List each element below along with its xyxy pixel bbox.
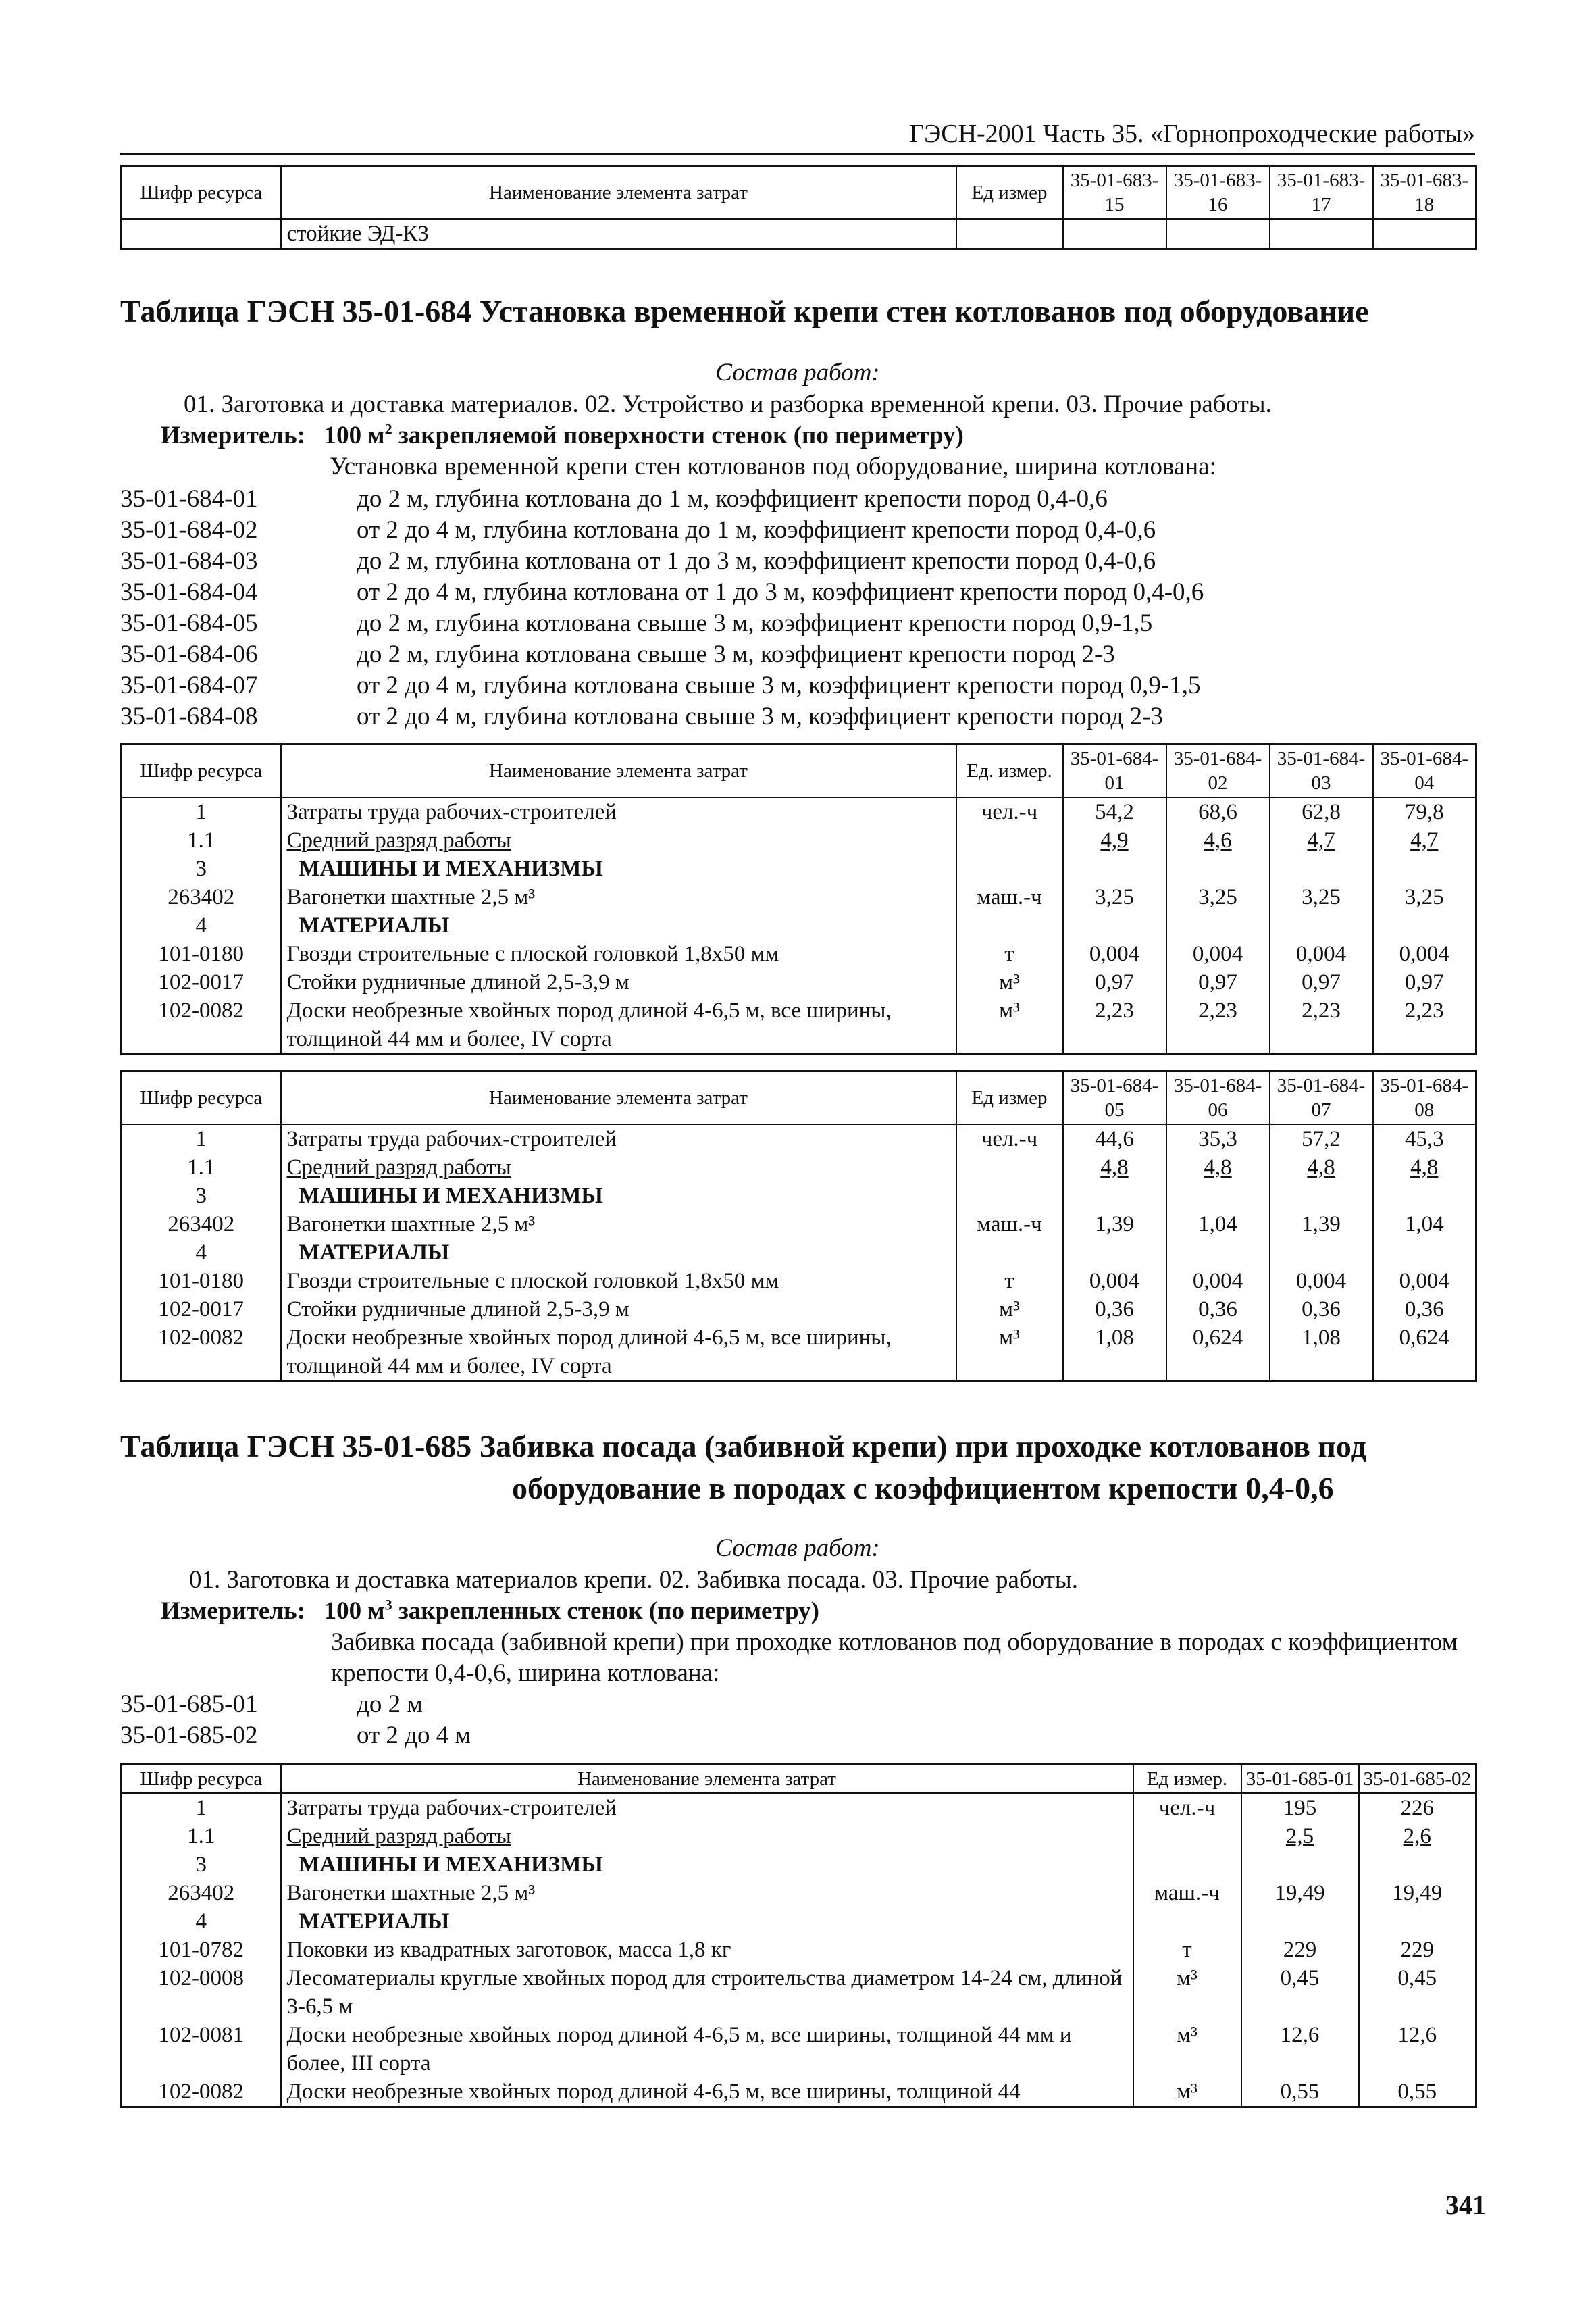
resource-unit: м³: [1133, 2078, 1241, 2107]
col-header: Наименование элемента затрат: [281, 745, 956, 798]
meter-label: Измеритель:: [161, 422, 305, 449]
resource-value: [1359, 1851, 1476, 1879]
table-row: [122, 1153, 1476, 1182]
col-header: Наименование элемента затрат: [281, 166, 956, 220]
resource-value: 0,97: [1166, 968, 1270, 997]
resource-value: 226: [1359, 1793, 1476, 1822]
resource-code: 102-0081: [122, 2021, 281, 2078]
resource-value: 12,6: [1241, 2021, 1359, 2078]
resource-value: [1241, 1907, 1359, 1936]
resource-unit: [1133, 1851, 1241, 1879]
resource-value: [1166, 911, 1270, 940]
resource-name: Затраты труда рабочих-строителей: [281, 1793, 1133, 1822]
resource-value: 3,25: [1373, 883, 1476, 911]
resource-unit: [956, 855, 1063, 883]
item-text: от 2 до 4 м: [357, 1721, 471, 1749]
col-header: 35-01-683-17: [1270, 166, 1373, 220]
resource-name: Доски необрезные хвойных пород длиной 4-6,5 м, все ширины, толщиной 44 мм и более, IV сорта: [281, 1324, 956, 1382]
resource-value: 44,6: [1063, 1124, 1166, 1153]
resource-value: 0,36: [1270, 1295, 1373, 1324]
resource-value: 35,3: [1166, 1124, 1270, 1153]
resource-value: 0,004: [1270, 1267, 1373, 1295]
composition-label: Состав работ:: [715, 1534, 880, 1562]
item-code: 35-01-685-01: [120, 1690, 258, 1718]
resource-code: 1.1: [122, 1822, 281, 1851]
table-row: [122, 1793, 1476, 1822]
intro-text: Установка временной крепи стен котлованов под оборудование, ширина котлована:: [330, 453, 1216, 480]
resource-value: 229: [1359, 1936, 1476, 1964]
resource-value: [1270, 911, 1373, 940]
resource-unit: м³: [956, 1324, 1063, 1382]
resource-name: МАТЕРИАЛЫ: [281, 1907, 1133, 1936]
resource-unit: м³: [1133, 2021, 1241, 2078]
item-code: 35-01-684-07: [120, 672, 258, 699]
resource-name: Затраты труда рабочих-строителей: [281, 797, 956, 826]
resource-code: 1.1: [122, 1153, 281, 1182]
resource-value: 1,39: [1063, 1210, 1166, 1238]
resource-value: 2,23: [1063, 997, 1166, 1055]
resource-unit: м³: [956, 997, 1063, 1055]
resource-code: 3: [122, 1182, 281, 1210]
col-header: Ед. измер.: [956, 745, 1063, 798]
col-header: Шифр ресурса: [122, 1765, 281, 1794]
resource-value: 4,8: [1166, 1153, 1270, 1182]
resource-value: 0,97: [1063, 968, 1166, 997]
resource-value: [1166, 1238, 1270, 1267]
resource-code: 102-0017: [122, 968, 281, 997]
item-text: до 2 м, глубина котлована свыше 3 м, коэффициент крепости пород 2-3: [357, 640, 1115, 668]
resource-value: 4,9: [1063, 826, 1166, 855]
resource-value: 0,97: [1270, 968, 1373, 997]
resource-code: 101-0782: [122, 1936, 281, 1964]
resource-value: 0,004: [1270, 940, 1373, 968]
resource-value: 1,04: [1166, 1210, 1270, 1238]
resource-value: 1,08: [1270, 1324, 1373, 1382]
resource-value: 0,36: [1063, 1295, 1166, 1324]
table-row: [122, 911, 1476, 940]
resource-name: МАШИНЫ И МЕХАНИЗМЫ: [281, 1851, 1133, 1879]
resource-value: 4,7: [1373, 826, 1476, 855]
table-row: [122, 1851, 1476, 1879]
item-code: 35-01-684-04: [120, 578, 258, 606]
table-684-b: [120, 1070, 1477, 1382]
item-code: 35-01-684-03: [120, 547, 258, 575]
resource-unit: т: [1133, 1936, 1241, 1964]
resource-code: 101-0180: [122, 1267, 281, 1295]
resource-value: 4,8: [1373, 1153, 1476, 1182]
item-text: до 2 м, глубина котлована свыше 3 м, коэффициент крепости пород 0,9-1,5: [357, 609, 1153, 637]
resource-unit: маш.-ч: [956, 1210, 1063, 1238]
resource-value: 1,04: [1373, 1210, 1476, 1238]
resource-code: 4: [122, 1907, 281, 1936]
item-text: от 2 до 4 м, глубина котлована до 1 м, коэффициент крепости пород 0,4-0,6: [357, 516, 1156, 544]
item-text: от 2 до 4 м, глубина котлована свыше 3 м, коэффициент крепости пород 2-3: [357, 703, 1163, 730]
col-header: 35-01-683-15: [1063, 166, 1166, 220]
resource-value: [1373, 1182, 1476, 1210]
resource-value: 0,55: [1359, 2078, 1476, 2107]
table-row: [122, 219, 1476, 249]
col-header: Ед измер: [956, 166, 1063, 220]
resource-value: 3,25: [1166, 883, 1270, 911]
table-row: [122, 1238, 1476, 1267]
resource-code: 1.1: [122, 826, 281, 855]
resource-value: 0,004: [1063, 1267, 1166, 1295]
resource-value: 4,8: [1063, 1153, 1166, 1182]
resource-value: 12,6: [1359, 2021, 1476, 2078]
col-header: 35-01-684-04: [1373, 745, 1476, 798]
item-text: от 2 до 4 м, глубина котлована от 1 до 3 м, коэффициент крепости пород 0,4-0,6: [357, 578, 1204, 606]
resource-value: 0,004: [1166, 1267, 1270, 1295]
col-header: 35-01-684-05: [1063, 1072, 1166, 1125]
resource-unit: маш.-ч: [1133, 1879, 1241, 1907]
table-row: [122, 883, 1476, 911]
col-header: 35-01-684-03: [1270, 745, 1373, 798]
resource-code: 102-0082: [122, 997, 281, 1055]
resource-value: 4,8: [1270, 1153, 1373, 1182]
resource-name: МАТЕРИАЛЫ: [281, 911, 956, 940]
composition-label: Состав работ:: [715, 359, 880, 386]
resource-value: 0,36: [1166, 1295, 1270, 1324]
resource-value: [1359, 1907, 1476, 1936]
resource-name: Доски необрезные хвойных пород длиной 4-6,5 м, все ширины, толщиной 44 мм и более, IV сорта: [281, 997, 956, 1055]
resource-code: 102-0008: [122, 1964, 281, 2021]
resource-name: Гвозди строительные с плоской головкой 1,8x50 мм: [281, 1267, 956, 1295]
resource-code: 101-0180: [122, 940, 281, 968]
resource-value: 2,6: [1359, 1822, 1476, 1851]
row-name: стойкие ЭД-КЗ: [281, 219, 956, 249]
table-685: [120, 1763, 1477, 2108]
resource-code: 263402: [122, 1210, 281, 1238]
resource-value: [1063, 1238, 1166, 1267]
resource-value: 0,004: [1166, 940, 1270, 968]
col-header: 35-01-684-01: [1063, 745, 1166, 798]
resource-value: 4,7: [1270, 826, 1373, 855]
resource-unit: маш.-ч: [956, 883, 1063, 911]
resource-unit: чел.-ч: [1133, 1793, 1241, 1822]
resource-value: 54,2: [1063, 797, 1166, 826]
table-row: [122, 1295, 1476, 1324]
resource-value: 2,23: [1373, 997, 1476, 1055]
meter-value: 100 м: [324, 1597, 385, 1625]
col-header: Ед измер.: [1133, 1765, 1241, 1794]
resource-name: Стойки рудничные длиной 2,5-3,9 м: [281, 1295, 956, 1324]
col-header: 35-01-683-16: [1166, 166, 1270, 220]
col-header: Ед измер: [956, 1072, 1063, 1125]
resource-name: Средний разряд работы: [281, 1822, 1133, 1851]
resource-code: 1: [122, 1793, 281, 1822]
resource-unit: [956, 1153, 1063, 1182]
resource-value: 0,55: [1241, 2078, 1359, 2107]
col-header: Шифр ресурса: [122, 1072, 281, 1125]
resource-name: МАШИНЫ И МЕХАНИЗМЫ: [281, 1182, 956, 1210]
resource-value: 45,3: [1373, 1124, 1476, 1153]
resource-unit: [1133, 1822, 1241, 1851]
col-header: 35-01-684-08: [1373, 1072, 1476, 1125]
resource-value: [1270, 1238, 1373, 1267]
resource-unit: т: [956, 1267, 1063, 1295]
item-text: от 2 до 4 м, глубина котлована свыше 3 м, коэффициент крепости пород 0,9-1,5: [357, 672, 1201, 699]
resource-name: Вагонетки шахтные 2,5 м³: [281, 1210, 956, 1238]
col-header: 35-01-684-07: [1270, 1072, 1373, 1125]
table-row: [122, 1182, 1476, 1210]
table-row: [122, 1210, 1476, 1238]
meter-line: Измеритель: 100 $м^2$ закрепляемой поверхности стенок (по периметру): [161, 420, 964, 449]
resource-name: Затраты труда рабочих-строителей: [281, 1124, 956, 1153]
table-row: [122, 1879, 1476, 1907]
resource-code: 102-0017: [122, 1295, 281, 1324]
resource-value: 195: [1241, 1793, 1359, 1822]
resource-value: 1,08: [1063, 1324, 1166, 1382]
table-row: [122, 2078, 1476, 2107]
item-code: 35-01-684-06: [120, 640, 258, 668]
resource-name: Вагонетки шахтные 2,5 м³: [281, 1879, 1133, 1907]
resource-name: Стойки рудничные длиной 2,5-3,9 м: [281, 968, 956, 997]
prev-table: [120, 165, 1477, 250]
table-row: [122, 1936, 1476, 1964]
composition-text: 01. Заготовка и доставка материалов. 02. Устройство и разборка временной крепи. 03. Прочие работы.: [184, 391, 1272, 418]
item-code: 35-01-684-05: [120, 609, 258, 637]
header-rule: [120, 153, 1475, 155]
resource-value: [1063, 911, 1166, 940]
resource-code: 102-0082: [122, 1324, 281, 1382]
resource-name: Средний разряд работы: [281, 1153, 956, 1182]
resource-value: 2,23: [1166, 997, 1270, 1055]
resource-unit: м³: [956, 968, 1063, 997]
resource-name: Поковки из квадратных заготовок, масса 1,8 кг: [281, 1936, 1133, 1964]
resource-value: [1270, 1182, 1373, 1210]
resource-code: 3: [122, 1851, 281, 1879]
table-row: [122, 997, 1476, 1055]
meter-rest: закрепленных стенок (по периметру): [392, 1597, 819, 1625]
item-code: 35-01-684-02: [120, 516, 258, 544]
resource-value: [1373, 911, 1476, 940]
table-684-title: Таблица ГЭСН 35-01-684 Установка временной крепи стен котлованов под оборудование: [120, 294, 1369, 328]
resource-name: Доски необрезные хвойных пород длиной 4-6,5 м, все ширины, толщиной 44 мм и более, III сорта: [281, 2021, 1133, 2078]
resource-unit: [956, 826, 1063, 855]
table-header-row: [122, 1765, 1476, 1794]
resource-name: Вагонетки шахтные 2,5 м³: [281, 883, 956, 911]
table-row: [122, 855, 1476, 883]
col-header: 35-01-685-02: [1359, 1765, 1476, 1794]
meter-label: Измеритель:: [161, 1597, 305, 1625]
resource-code: 263402: [122, 883, 281, 911]
resource-value: 0,624: [1166, 1324, 1270, 1382]
meter-line: Измеритель: 100 $м^3$ закрепленных стенок (по периметру): [161, 1596, 819, 1625]
resource-name: Лесоматериалы круглые хвойных пород для строительства диаметром 14-24 см, длиной 3-6,5 м: [281, 1964, 1133, 2021]
resource-code: 4: [122, 1238, 281, 1267]
table-row: [122, 797, 1476, 826]
col-header: 35-01-683-18: [1373, 166, 1476, 220]
resource-name: Доски необрезные хвойных пород длиной 4-6,5 м, все ширины, толщиной 44: [281, 2078, 1133, 2107]
resource-code: 102-0082: [122, 2078, 281, 2107]
resource-value: 79,8: [1373, 797, 1476, 826]
table-row: [122, 1124, 1476, 1153]
resource-value: 2,23: [1270, 997, 1373, 1055]
resource-unit: чел.-ч: [956, 797, 1063, 826]
table-row: [122, 1964, 1476, 2021]
item-text: до 2 м, глубина котлована до 1 м, коэффициент крепости пород 0,4-0,6: [357, 485, 1108, 513]
resource-value: 0,36: [1373, 1295, 1476, 1324]
table-header-row: [122, 1072, 1476, 1125]
resource-value: 0,97: [1373, 968, 1476, 997]
resource-code: 4: [122, 911, 281, 940]
resource-value: [1241, 1851, 1359, 1879]
resource-name: МАТЕРИАЛЫ: [281, 1238, 956, 1267]
meter-rest: закрепляемой поверхности стенок (по периметру): [392, 422, 964, 449]
resource-unit: м³: [956, 1295, 1063, 1324]
resource-unit: [956, 1182, 1063, 1210]
resource-value: 19,49: [1359, 1879, 1476, 1907]
resource-value: 4,6: [1166, 826, 1270, 855]
resource-name: МАШИНЫ И МЕХАНИЗМЫ: [281, 855, 956, 883]
resource-value: 0,45: [1241, 1964, 1359, 2021]
resource-value: 1,39: [1270, 1210, 1373, 1238]
table-row: [122, 1324, 1476, 1382]
meter-value: 100 м: [324, 422, 385, 449]
table-row: [122, 940, 1476, 968]
table-row: [122, 968, 1476, 997]
resource-value: 3,25: [1063, 883, 1166, 911]
resource-code: 1: [122, 1124, 281, 1153]
resource-value: 0,004: [1063, 940, 1166, 968]
col-header: 35-01-684-06: [1166, 1072, 1270, 1125]
resource-unit: м³: [1133, 1964, 1241, 2021]
item-code: 35-01-685-02: [120, 1721, 258, 1749]
resource-value: 0,624: [1373, 1324, 1476, 1382]
running-header: ГЭСН-2001 Часть 35. «Горнопроходческие работы»: [909, 120, 1475, 148]
resource-unit: [956, 911, 1063, 940]
table-685-title-1: Таблица ГЭСН 35-01-685 Забивка посада (забивной крепи) при проходке котлованов под: [120, 1429, 1366, 1463]
resource-unit: т: [956, 940, 1063, 968]
table-row: [122, 1822, 1476, 1851]
resource-value: 229: [1241, 1936, 1359, 1964]
table-685-title-2: оборудование в породах с коэффициентом крепости 0,4-0,6: [512, 1471, 1334, 1505]
resource-value: [1373, 1238, 1476, 1267]
resource-unit: [1133, 1907, 1241, 1936]
table-row: [122, 1907, 1476, 1936]
resource-value: 68,6: [1166, 797, 1270, 826]
resource-value: [1063, 1182, 1166, 1210]
resource-value: 0,004: [1373, 940, 1476, 968]
resource-code: 1: [122, 797, 281, 826]
col-header: Шифр ресурса: [122, 745, 281, 798]
resource-code: 263402: [122, 1879, 281, 1907]
col-header: Наименование элемента затрат: [281, 1765, 1133, 1794]
col-header: 35-01-685-01: [1241, 1765, 1359, 1794]
table-684-a: [120, 743, 1477, 1055]
resource-value: 57,2: [1270, 1124, 1373, 1153]
resource-value: 2,5: [1241, 1822, 1359, 1851]
item-code: 35-01-684-08: [120, 703, 258, 730]
table-header-row: [122, 745, 1476, 798]
resource-code: 3: [122, 855, 281, 883]
resource-value: 0,004: [1373, 1267, 1476, 1295]
resource-unit: [956, 1238, 1063, 1267]
item-text: до 2 м, глубина котлована от 1 до 3 м, коэффициент крепости пород 0,4-0,6: [357, 547, 1156, 575]
table-row: [122, 1267, 1476, 1295]
resource-name: Средний разряд работы: [281, 826, 956, 855]
resource-value: [1270, 855, 1373, 883]
resource-value: [1166, 1182, 1270, 1210]
table-row: [122, 826, 1476, 855]
resource-value: [1373, 855, 1476, 883]
resource-value: [1063, 855, 1166, 883]
intro-text: Забивка посада (забивной крепи) при проходке котлованов под оборудование в породах с коэффициентом крепости 0,4-0,6, ширина котлована:: [331, 1628, 1458, 1687]
col-header: Наименование элемента затрат: [281, 1072, 956, 1125]
col-header: Шифр ресурса: [122, 166, 281, 220]
resource-name: Гвозди строительные с плоской головкой 1,8x50 мм: [281, 940, 956, 968]
resource-value: [1166, 855, 1270, 883]
resource-value: 3,25: [1270, 883, 1373, 911]
item-text: до 2 м: [357, 1690, 423, 1718]
composition-text: 01. Заготовка и доставка материалов крепи. 02. Забивка посада. 03. Прочие работы.: [189, 1566, 1079, 1594]
table-header-row: [122, 166, 1476, 220]
resource-value: 0,45: [1359, 1964, 1476, 2021]
resource-value: 62,8: [1270, 797, 1373, 826]
page-number: 341: [1445, 2190, 1486, 2220]
table-row: [122, 2021, 1476, 2078]
resource-value: 19,49: [1241, 1879, 1359, 1907]
item-code: 35-01-684-01: [120, 485, 258, 513]
col-header: 35-01-684-02: [1166, 745, 1270, 798]
resource-unit: чел.-ч: [956, 1124, 1063, 1153]
